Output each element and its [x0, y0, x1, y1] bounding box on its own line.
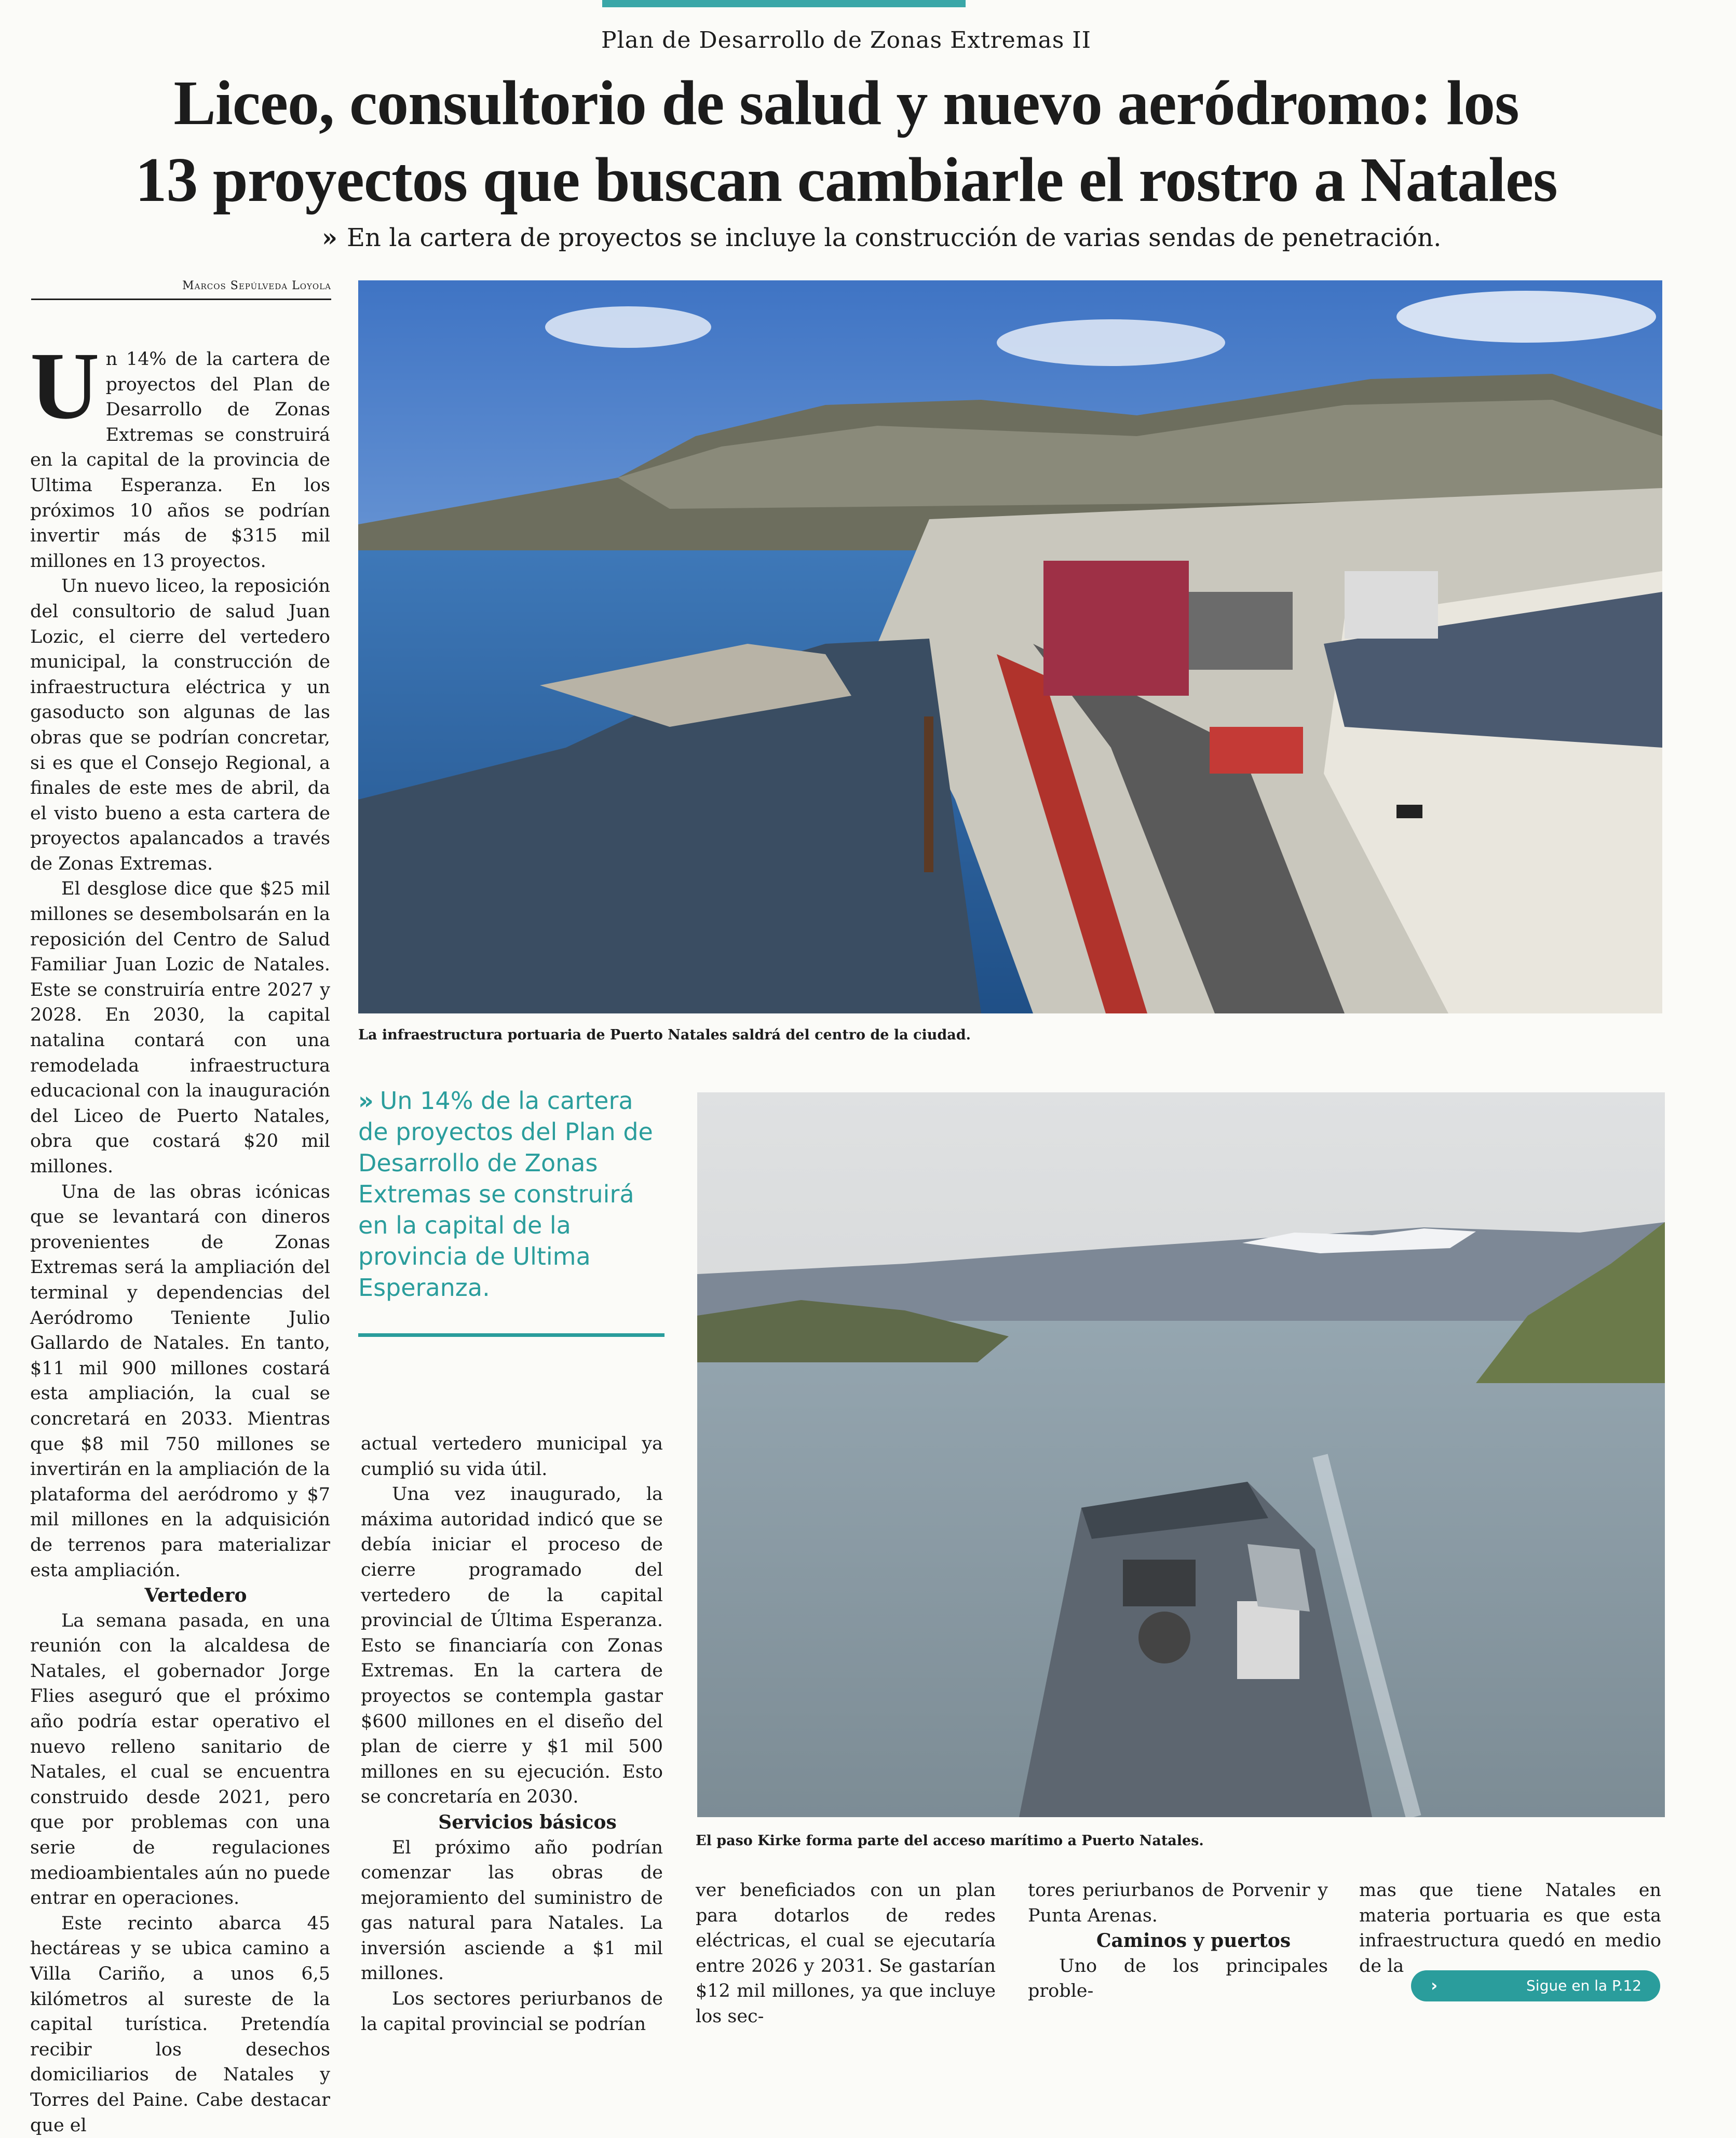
column-2	[361, 1431, 663, 2037]
photo-paso-kirke-image	[697, 1092, 1665, 1817]
continues-label: Sigue en la P.12	[1526, 1977, 1642, 1994]
photo-paso-kirke	[697, 1092, 1665, 1817]
subheading-vertedero: Vertedero	[144, 1585, 247, 1607]
paragraph-9: El próximo año podrían comenzar las obras de mejoramiento del suministro de gas natural para Natales. La inversión asciende a $1 mil millones.	[361, 1837, 663, 1984]
subhead-text: En la cartera de proyectos se incluye la construcción de varias sendas de penetración.	[347, 223, 1442, 252]
photo-puerto-natales-image	[358, 280, 1662, 1013]
column-1	[30, 333, 330, 2138]
photo-puerto-natales	[358, 280, 1662, 1013]
paragraph-6: Este recinto abarca 45 hectáreas y se ubica camino a Villa Cariño, a unos 6,5 kilómetros al sureste de la capital turística. Pretendía recibir los desechos domiciliarios de Natales y Torres del Paine. Cabe destacar que el	[30, 1913, 330, 2136]
paragraph-7: actual vertedero municipal ya cumplió su vida útil.	[361, 1433, 663, 1480]
column-4	[1028, 1878, 1328, 2004]
kicker: Plan de Desarrollo de Zonas Extremas II	[601, 27, 1092, 53]
paragraph-13: Uno de los principales proble-	[1028, 1955, 1328, 2002]
paragraph-10: Los sectores periurbanos de la capital provincial se podrían	[361, 1988, 663, 2035]
paragraph-11: ver beneficiados con un plan para dotarlos de redes eléctricas, el cual se ejecutaría entre 2026 y 2031. Se gastarían $12 mil millones, ya que incluye los sec-	[696, 1880, 996, 2027]
headline-line-2: 13 proyectos que buscan cambiarle el rostro a Natales	[135, 145, 1557, 215]
subheading-servicios: Servicios básicos	[438, 1811, 617, 1833]
paragraph-2: Un nuevo liceo, la reposición del consultorio de salud Juan Lozic, el cierre del vertedero municipal, la construcción de infraestructura eléctrica y un gasoducto son algunas de las obras que se podrían concretar, si es que el Consejo Regional, a finales de este mes de abril, da el visto bueno a esta cartera de proyectos apalancados a través de Zonas Extremas.	[30, 576, 330, 874]
pull-quote-text: Un 14% de la cartera de proyectos del Plan de Desarrollo de Zonas Extremas se construirá en la capital de la provincia de Ultima Esperanza.	[358, 1087, 653, 1302]
headline	[47, 65, 1646, 219]
section-band	[602, 0, 966, 7]
column-5	[1359, 1878, 1661, 1979]
photo-caption-2: El paso Kirke forma parte del acceso marítimo a Puerto Natales.	[696, 1833, 1204, 1849]
paragraph-4: Una de las obras icónicas que se levantará con dineros provenientes de Zonas Extremas será la ampliación del terminal y dependencias del Aeródromo Teniente Julio Gallardo de Natales. En tanto, $11 mil 900 millones costará esta ampliación, la cual se concretará en 2033. Mientras que $8 mil 750 millones se invertirán en la ampliación de la plataforma del aeródromo y $7 mil millones en la adquisición de terrenos para materializar esta ampliación.	[30, 1181, 330, 1581]
paragraph-14: mas que tiene Natales en materia portuaria es que esta infraestructura quedó en medio de la	[1359, 1880, 1661, 1977]
column-3	[696, 1878, 996, 2029]
chevron-right-icon: ›	[1431, 1975, 1438, 1995]
dropcap: U	[30, 333, 100, 439]
byline: Marcos Sepúlveda Loyola	[31, 279, 331, 300]
photo-caption-1: La infraestructura portuaria de Puerto Natales saldrá del centro de la ciudad.	[358, 1027, 971, 1043]
headline-line-1: Liceo, consultorio de salud y nuevo aeródromo: los	[173, 68, 1519, 138]
pull-quote	[358, 1085, 664, 1337]
paragraph-3: El desglose dice que $25 mil millones se desembolsarán en la reposición del Centro de Salud Familiar Juan Lozic de Natales. Este se construiría entre 2027 y 2028. En 2030, la capital natalina contará con una remodelada infraestructura educacional con la inauguración del Liceo de Puerto Natales, obra que costará $20 mil millones.	[30, 878, 330, 1177]
paragraph-5: La semana pasada, en una reunión con la alcaldesa de Natales, el gobernador Jorge Flies aseguró que el próximo año podría estar operativo el nuevo relleno sanitario de Natales, el cual se encuentra construido desde 2021, pero que por problemas con una serie de regulaciones medioambientales aún no puede entrar en operaciones.	[30, 1610, 330, 1909]
continues-on-page-button[interactable]	[1411, 1970, 1660, 2001]
paragraph-8: Una vez inaugurado, la máxima autoridad indicó que se debía iniciar el proceso de cierre programado del vertedero de la capital provincial de Última Esperanza. Esto se financiaría con Zonas Extremas. En la cartera de proyectos se contempla gastar $600 millones en el diseño del plan de cierre y $1 mil 500 millones en su ejecución. Esto se concretaría en 2030.	[361, 1484, 663, 1808]
paragraph-12: tores periurbanos de Porvenir y Punta Arenas.	[1028, 1880, 1328, 1926]
subhead	[322, 223, 1464, 252]
double-chevron-icon: »	[358, 1087, 374, 1115]
subheading-caminos: Caminos y puertos	[1096, 1930, 1291, 1952]
double-chevron-icon: »	[322, 223, 337, 252]
paragraph-1: Un 14% de la cartera de proyectos del Plan de Desarrollo de Zonas Extremas se construirá en la capital de la provincia de Ultima Esperanza. En los próximos 10 años se podrían invertir más de $315 mil millones en 13 proyectos.	[30, 333, 330, 572]
